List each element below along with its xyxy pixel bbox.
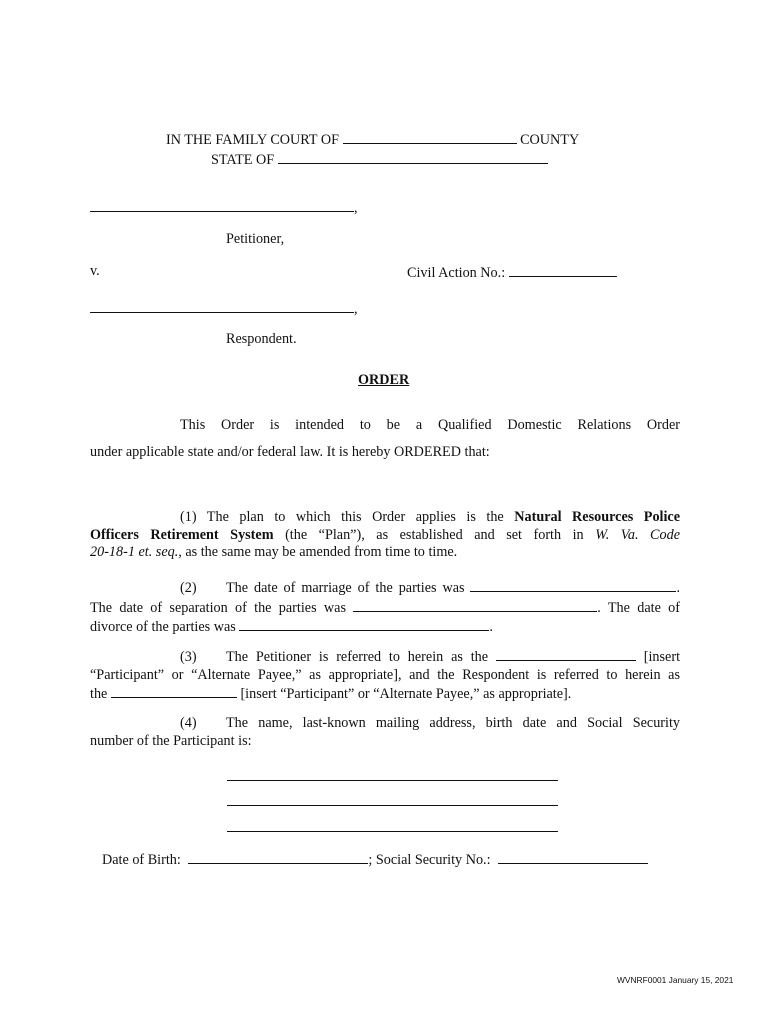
dob-blank[interactable]	[188, 850, 368, 864]
code-cite-b: 20-18-1 et. seq.	[90, 544, 179, 561]
p4-line-2: number of the Participant is:	[90, 732, 252, 749]
petitioner-name-line	[90, 198, 358, 218]
state-line	[211, 150, 548, 170]
respondent-label: Respondent.	[226, 331, 297, 347]
respondent-blank[interactable]	[90, 299, 354, 313]
county-blank[interactable]	[343, 130, 517, 144]
respondent-comma: ,	[354, 301, 358, 317]
document-title: ORDER	[358, 372, 410, 388]
petitioner-comma: ,	[354, 200, 358, 216]
p3-line-2: “Participant” or “Alternate Payee,” as appropriate], and the Respondent is referred to herein as	[90, 666, 680, 683]
petitioner-label: Petitioner,	[226, 231, 285, 247]
paragraph-4	[90, 715, 680, 750]
participant-info-line-2[interactable]	[227, 792, 558, 806]
code-cite-a: W. Va. Code	[595, 526, 680, 543]
ssn-label: Social Security No.:	[375, 852, 491, 868]
p4-line-1: (4) The name, last-known mailing address, birth date and Social Security	[180, 715, 680, 731]
dob-label: Date of Birth:	[102, 852, 181, 868]
p2-line-2: The date of separation of the parties was . The date of	[90, 599, 681, 616]
plan-name-part-a: Natural Resources Police	[514, 509, 681, 525]
participant-info-line-3[interactable]	[227, 818, 558, 832]
court-suffix: COUNTY	[520, 132, 580, 148]
court-prefix: IN THE FAMILY COURT OF	[166, 132, 339, 148]
form-code-footer: WVNRF0001 January 15, 2021	[617, 975, 734, 985]
p3-line-3: the [insert “Participant” or “Alternate Payee,” as appropriate].	[90, 686, 572, 703]
intro-line-2: under applicable state and/or federal law. It is hereby ORDERED that:	[90, 444, 490, 460]
civil-action-label: Civil Action No.:	[407, 265, 506, 281]
intro-paragraph	[90, 412, 680, 466]
civil-action-blank[interactable]	[509, 263, 617, 277]
court-line	[166, 130, 579, 150]
respondent-role-blank[interactable]	[111, 684, 237, 698]
respondent-name-line	[90, 299, 358, 319]
intro-line-1: This Order is intended to be a Qualified Domestic Relations Order	[180, 417, 680, 433]
marriage-date-blank[interactable]	[470, 578, 676, 592]
dob-ssn-line: Date of Birth: ; Social Security No.:	[102, 850, 648, 870]
plan-name-part-b: Officers Retirement System	[90, 526, 274, 543]
petitioner-blank[interactable]	[90, 198, 354, 212]
paragraph-2	[90, 578, 680, 637]
paragraph-1	[90, 509, 680, 562]
p1-line-2: Officers Retirement System (the “Plan”), as established and set forth in W. Va. Code	[90, 526, 680, 543]
paragraph-3	[90, 647, 680, 704]
ssn-blank[interactable]	[498, 850, 648, 864]
p3-line-1: (3) The Petitioner is referred to herein as the [insert	[180, 649, 681, 665]
petitioner-role-blank[interactable]	[496, 647, 636, 661]
participant-info-line-1[interactable]	[227, 767, 558, 781]
state-prefix: STATE OF	[211, 152, 275, 168]
p2-line-1: (2) The date of marriage of the parties was .	[180, 580, 680, 596]
civil-action-line	[407, 263, 617, 283]
state-blank[interactable]	[278, 150, 548, 164]
p1-line-1: (1) The plan to which this Order applies is the Natural Resources Police	[180, 509, 681, 525]
p1-line-3: 20-18-1 et. seq., as the same may be amended from time to time.	[90, 544, 458, 561]
versus-label: v.	[90, 263, 100, 279]
divorce-date-blank[interactable]	[239, 617, 489, 631]
p2-line-3: divorce of the parties was .	[90, 619, 493, 636]
separation-date-blank[interactable]	[353, 598, 597, 612]
